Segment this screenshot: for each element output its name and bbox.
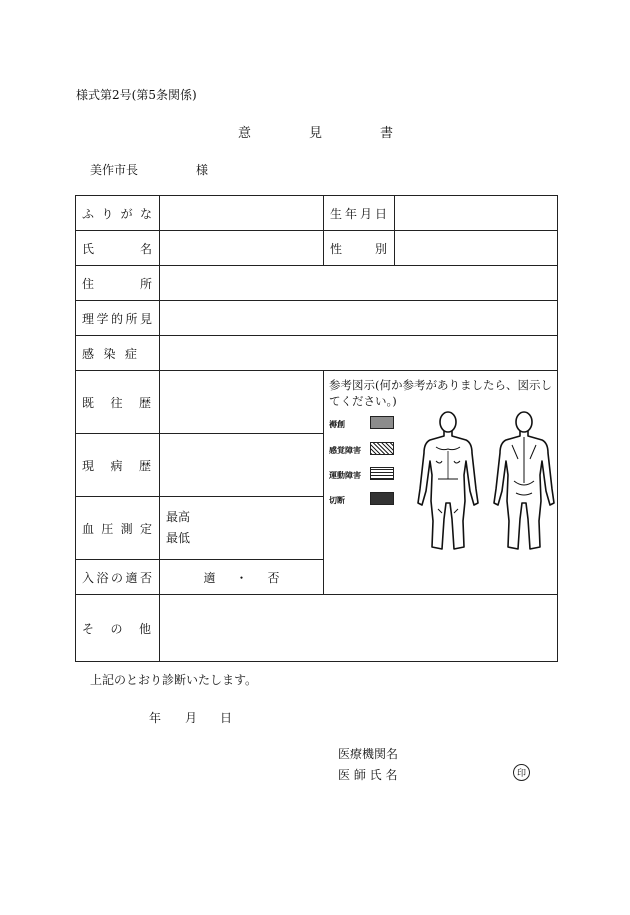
furigana-label: ふ り が な [76, 196, 160, 231]
past-history-label: 既 往 歴 [76, 371, 160, 434]
reference-figure-area[interactable] [324, 371, 558, 595]
address-field[interactable] [160, 266, 558, 301]
name-field[interactable] [160, 231, 324, 266]
address-label: 住 所 [76, 266, 160, 301]
blood-pressure-field[interactable] [160, 497, 324, 560]
present-illness-label: 現 病 歴 [76, 434, 160, 497]
sensory-disorder-swatch [370, 442, 394, 455]
form-number: 様式第2号(第5条関係) [76, 88, 197, 102]
other-field[interactable] [160, 595, 558, 662]
birthdate-label: 生 年 月 日 [324, 196, 395, 231]
pressure-ulcer-swatch [370, 416, 394, 429]
furigana-field[interactable] [160, 196, 324, 231]
title-char: 意 [238, 126, 252, 141]
legend-label: 運動障害 [329, 471, 361, 480]
title-char: 見 [309, 126, 323, 141]
bp-max-label: 最高 [166, 510, 191, 524]
present-illness-field[interactable] [160, 434, 324, 497]
physical-findings-label: 理 学 的 所 見 [76, 301, 160, 336]
past-history-field[interactable] [160, 371, 324, 434]
addressee-honorific: 様 [196, 163, 209, 177]
bathing-separator: ・ [235, 570, 248, 585]
body-diagram [412, 409, 562, 555]
legend-label: 切断 [329, 496, 345, 505]
sex-field[interactable] [395, 231, 558, 266]
date-year-label: 年 [149, 711, 162, 725]
motor-disorder-swatch [370, 467, 394, 480]
other-label: そ の 他 [76, 595, 160, 662]
reference-caption: 参考図示(何か参考がありましたら、図示してください。) [329, 378, 552, 408]
bathing-ng-option[interactable]: 否 [267, 570, 280, 585]
seal-mark: 印 [513, 764, 530, 781]
bp-min-label: 最低 [166, 531, 191, 545]
bathing-field[interactable] [160, 560, 324, 595]
opinion-form-table [75, 195, 558, 662]
back-body-outline [494, 412, 554, 549]
bathing-label: 入 浴 の 適 否 [76, 560, 160, 595]
name-label: 氏 名 [76, 231, 160, 266]
date-day-label: 日 [220, 711, 233, 725]
blood-pressure-label: 血 圧 測 定 [76, 497, 160, 560]
bathing-ok-option[interactable]: 適 [203, 570, 216, 585]
physical-findings-field[interactable] [160, 301, 558, 336]
infection-label: 感 染 症 [76, 336, 160, 371]
legend-label: 感覚障害 [329, 446, 361, 455]
sex-label: 性 別 [324, 231, 395, 266]
institution-label: 医療機関名 [338, 747, 399, 761]
amputation-swatch [370, 492, 394, 505]
front-body-outline [418, 412, 478, 549]
legend-label: 褥創 [329, 420, 345, 429]
date-month-label: 月 [185, 711, 198, 725]
addressee-name: 美作市長 [90, 163, 139, 177]
doctor-name-label: 医 師 氏 名 [338, 768, 398, 782]
infection-field[interactable] [160, 336, 558, 371]
birthdate-field[interactable] [395, 196, 558, 231]
diagnosis-statement: 上記のとおり診断いたします。 [90, 673, 258, 687]
title-char: 書 [380, 126, 394, 141]
